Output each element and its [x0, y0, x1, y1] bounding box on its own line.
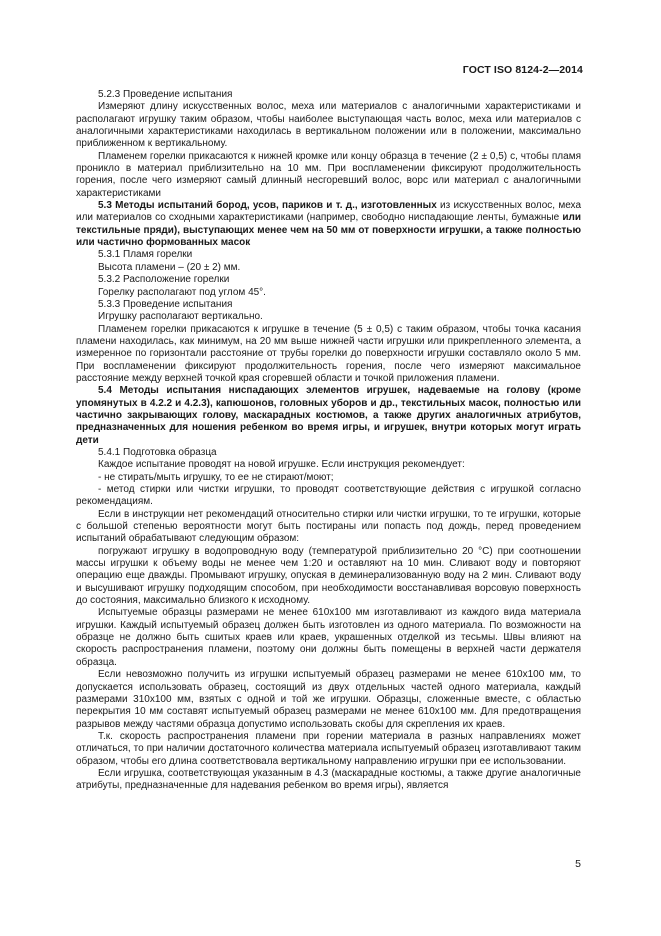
section-heading: 5.3.1 Пламя горелки — [98, 249, 193, 261]
normal-run: из искусственных волос, меха или материалов со сходными характеристиками (например, свободно ниспадающие ленты, бумажные — [76, 200, 581, 224]
paragraph: Измеряют длину искусственных волос, меха или материалов с аналогичными характеристиками и располагают игрушку таким образом, чтобы наиболее выступающая часть волос, меха или материалов с аналогичными характеристиками находилась в вертикальном положении или в положении, максимально приближенном к вертикальному. — [76, 101, 581, 150]
paragraph: погружают игрушку в водопроводную воду (температурой приблизительно 20 °С) при соотношении массы игрушки к объему воды не менее чем 1:20 и оставляют на 10 мин. Сливают воду и повторяют операцию еще дважды. Промывают игрушку, опуская в деминерализованную воду на 2 мин. Сливают воду и высушивают игрушку подходящим способом, при необходимости восстанавливая ворсовую поверхность до состояния, максимально близкого к исходному. — [76, 545, 581, 607]
body-text — [76, 89, 581, 793]
paragraph: Т.к. скорость распространения пламени при горении материала в разных направлениях может отличаться, то при наличии достаточного количества материала испытуемый образец изготавливают таким образом, чтобы его длина соответствовала вертикальному направлению игрушки при ее использовании. — [76, 730, 581, 767]
section-heading: 5.3.3 Проведение испытания — [98, 298, 233, 310]
section-heading: 5.3.2 Расположение горелки — [98, 274, 230, 286]
paragraph: Каждое испытание проводят на новой игрушке. Если инструкция рекомендует: — [98, 459, 465, 471]
paragraph: Высота пламени – (20 ± 2) мм. — [98, 261, 241, 273]
section-heading-bold: 5.4 Методы испытания ниспадающих элементов игрушек, надеваемые на голову (кроме упомянутых в 4.2.2 и 4.2.3), капюшонов, головных уборов и др., текстильных масок, полностью или частично закрывающих голову, маскарадных костюмов, а также других аналогичных атрибутов, предназначенных для ношения ребенком во время игры, и игрушек, внутри которых могут играть дети — [76, 385, 581, 446]
paragraph: Пламенем горелки прикасаются к нижней кромке или концу образца в течение (2 ± 0,5) с, чтобы пламя проникло в материал приблизительно на 10 мм. При воспламенении фиксируют продолжительность горения, после чего измеряют самый длинный несгоревший волос, ворс или материал с аналогичными характеристиками — [76, 150, 581, 199]
paragraph: Если невозможно получить из игрушки испытуемый образец размерами не менее 610x100 мм, то допускается использовать образец, состоящий из двух отдельных частей одного материала, каждый размерами 310x100 мм, взятых с одной и той же игрушки. Образцы, сложенные вместе, с областью перекрытия 10 мм составят испытуемый образец размерами не менее 610x100 мм. Для предотвращения разрывов между частями образца допустимо использовать скобы для скрепления их краев. — [76, 669, 581, 730]
section-heading: 5.2.3 Проведение испытания — [98, 89, 233, 100]
standard-designation: ГОСТ ISO 8124-2—2014 — [462, 64, 583, 76]
section-heading: 5.4.1 Подготовка образца — [98, 446, 217, 458]
paragraph: Горелку располагают под углом 45°. — [98, 286, 266, 298]
page-number: 5 — [575, 858, 581, 870]
paragraph: Если в инструкции нет рекомендаций относительно стирки или чистки игрушки, то те игрушки, которые с большой степенью вероятности могут быть постираны или попасть под дождь, перед проведением испытаний обрабатывают следующим образом: — [76, 508, 581, 545]
paragraph: Испытуемые образцы размерами не менее 610x100 мм изготавливают из каждого вида материала игрушки. Каждый испытуемый образец должен быть изготовлен из одного материала. По возможности на образце не должно быть сшитых краев или краев, украшенных отделкой из тесьмы. Швы влияют на скорость распространения пламени, поэтому они должны быть помещены в верхней части держателя образца. — [76, 607, 581, 668]
list-item: - метод стирки или чистки игрушки, то проводят соответствующие действия с игрушкой согласно рекомендациям. — [76, 484, 581, 508]
paragraph: Если игрушка, соответствующая указанным в 4.3 (маскарадные костюмы, а также другие аналогичные атрибуты, предназначенные для надевания ребенком во время игры), является — [76, 767, 581, 792]
paragraph: Пламенем горелки прикасаются к игрушке в течение (5 ± 0,5) с таким образом, чтобы точка касания пламени находилась, как минимум, на 20 мм выше нижней части игрушки или прикрепленного элемента, а измеренное по горизонтали расстояние от трубы горелки до поверхности игрушки составляло около 5 мм. При воспламенении фиксируют продолжительность горения, после чего измеряют максимальное расстояние между верхней точкой края сгоревшей области и точкой приложения пламени. — [76, 323, 581, 384]
list-item: - не стирать/мыть игрушку, то ее не стирают/моют; — [98, 471, 334, 483]
bold-run: 5.3 Методы испытаний бород, усов, париков и т. д., изготовленных — [98, 200, 437, 212]
paragraph: Игрушку располагают вертикально. — [98, 311, 263, 323]
section-heading-bold — [76, 200, 581, 249]
bold-run: или текстильные пряди), выступающих менее чем на 50 мм от поверхности игрушки, а также полностью или частично формованных масок — [76, 212, 581, 249]
